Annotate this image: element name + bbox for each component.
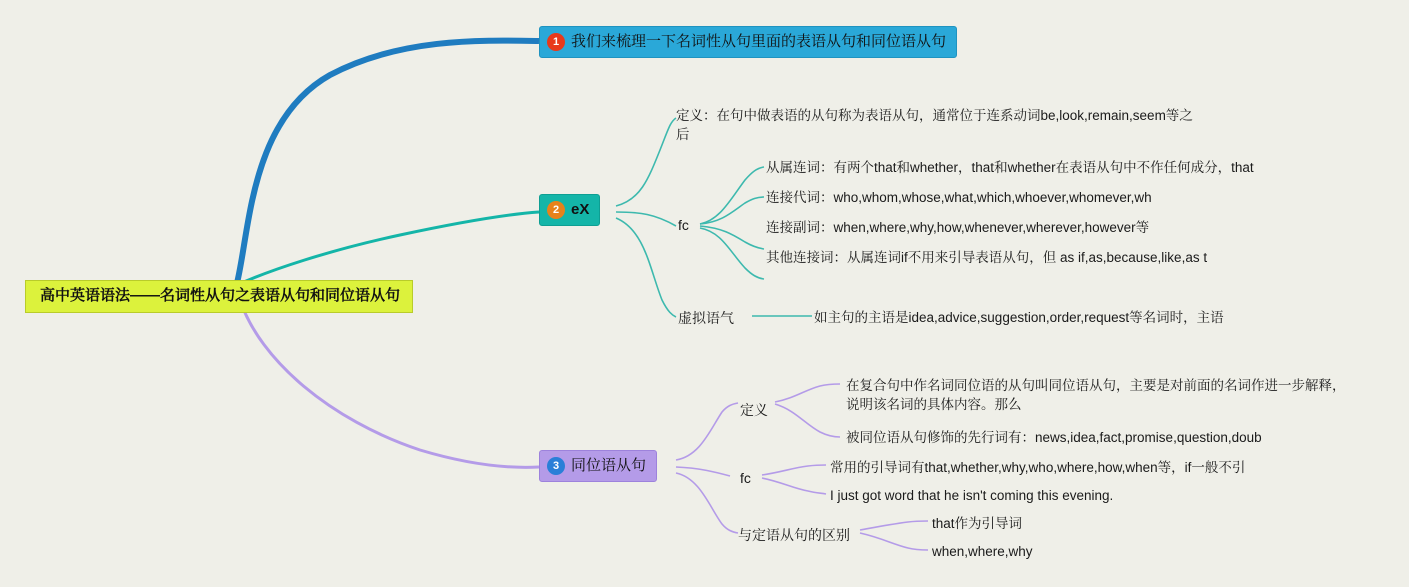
connector-root-branch1 — [237, 41, 539, 283]
branch-2-fc-item-4[interactable]: 其他连接词：从属连词if不用来引导表语从句，但 as if,as,because,like,as t — [766, 250, 1208, 265]
branch-1-label: 我们来梳理一下名词性从句里面的表语从句和同位语从句 — [571, 33, 947, 50]
branch-2-fc-label[interactable]: fc — [678, 217, 689, 233]
connector-def-1 — [775, 384, 840, 402]
connector-fc3-2 — [762, 478, 826, 494]
connector-fc-3 — [700, 226, 764, 249]
branch-3-difference-item-1[interactable]: that作为引导词 — [932, 516, 1023, 531]
connector-fc3-1 — [762, 465, 826, 475]
connector-b3-def — [676, 403, 738, 460]
branch-2-badge: 2 — [547, 201, 565, 219]
branch-3-definition-label[interactable]: 定义 — [740, 402, 768, 418]
branch-3-fc-item-1[interactable]: 常用的引导词有that,whether,why,who,where,how,when等，if一般不引 — [830, 460, 1246, 475]
branch-3-label: 同位语从句 — [571, 457, 647, 474]
connector-diff-1 — [860, 521, 928, 530]
connector-root-branch2 — [237, 212, 539, 285]
branch-2-fc-item-3[interactable]: 连接副词：when,where,why,how,whenever,wherever,however等 — [766, 220, 1150, 235]
connector-fc-2 — [700, 197, 764, 224]
connector-fc-4 — [700, 228, 764, 279]
connector-root-branch3 — [240, 300, 539, 467]
branch-3-difference-label[interactable]: 与定语从句的区别 — [738, 527, 850, 543]
branch-node-2[interactable] — [539, 194, 600, 226]
branch-3-fc-label[interactable]: fc — [740, 470, 751, 486]
connector-b3-fc — [676, 467, 730, 476]
branch-2-definition[interactable]: 定义：在句中做表语的从句称为表语从句，通常位于连系动词be,look,remain,seem等之后 — [676, 108, 1193, 142]
branch-3-fc-item-2[interactable]: I just got word that he isn't coming this evening. — [830, 488, 1114, 503]
branch-2-label: eX — [571, 201, 590, 218]
branch-3-badge: 3 — [547, 457, 565, 475]
connector-def-2 — [775, 404, 840, 437]
branch-2-subjunctive-item-1[interactable]: 如主句的主语是idea,advice,suggestion,order,request等名词时，主语 — [814, 310, 1224, 325]
branch-3-difference-item-2[interactable]: when,where,why — [932, 544, 1033, 559]
connector-b2-virtual — [616, 218, 676, 317]
connector-b3-diff — [676, 473, 738, 533]
connector-b2-def — [616, 118, 676, 206]
branch-3-definition-item-2[interactable]: 被同位语从句修饰的先行词有：news,idea,fact,promise,question,doub — [846, 430, 1262, 445]
branch-node-1[interactable] — [539, 26, 957, 58]
root-node[interactable]: 高中英语语法——名词性从句之表语从句和同位语从句 — [25, 280, 413, 313]
branch-node-3[interactable] — [539, 450, 657, 482]
connector-fc-1 — [700, 167, 764, 224]
branch-1-badge: 1 — [547, 33, 565, 51]
connector-b2-fc — [616, 212, 676, 226]
branch-2-fc-item-1[interactable]: 从属连词：有两个that和whether，that和whether在表语从句中不作任何成分，that — [766, 160, 1254, 175]
connector-diff-2 — [860, 533, 928, 550]
branch-2-subjunctive-label[interactable]: 虚拟语气 — [678, 310, 734, 326]
branch-2-fc-item-2[interactable]: 连接代词：who,whom,whose,what,which,whoever,whomever,wh — [766, 190, 1152, 205]
branch-3-definition-item-1[interactable]: 在复合句中作名词同位语的从句叫同位语从句，主要是对前面的名词作进一步解释，说明该名词的具体内容。那么 — [846, 378, 1346, 412]
